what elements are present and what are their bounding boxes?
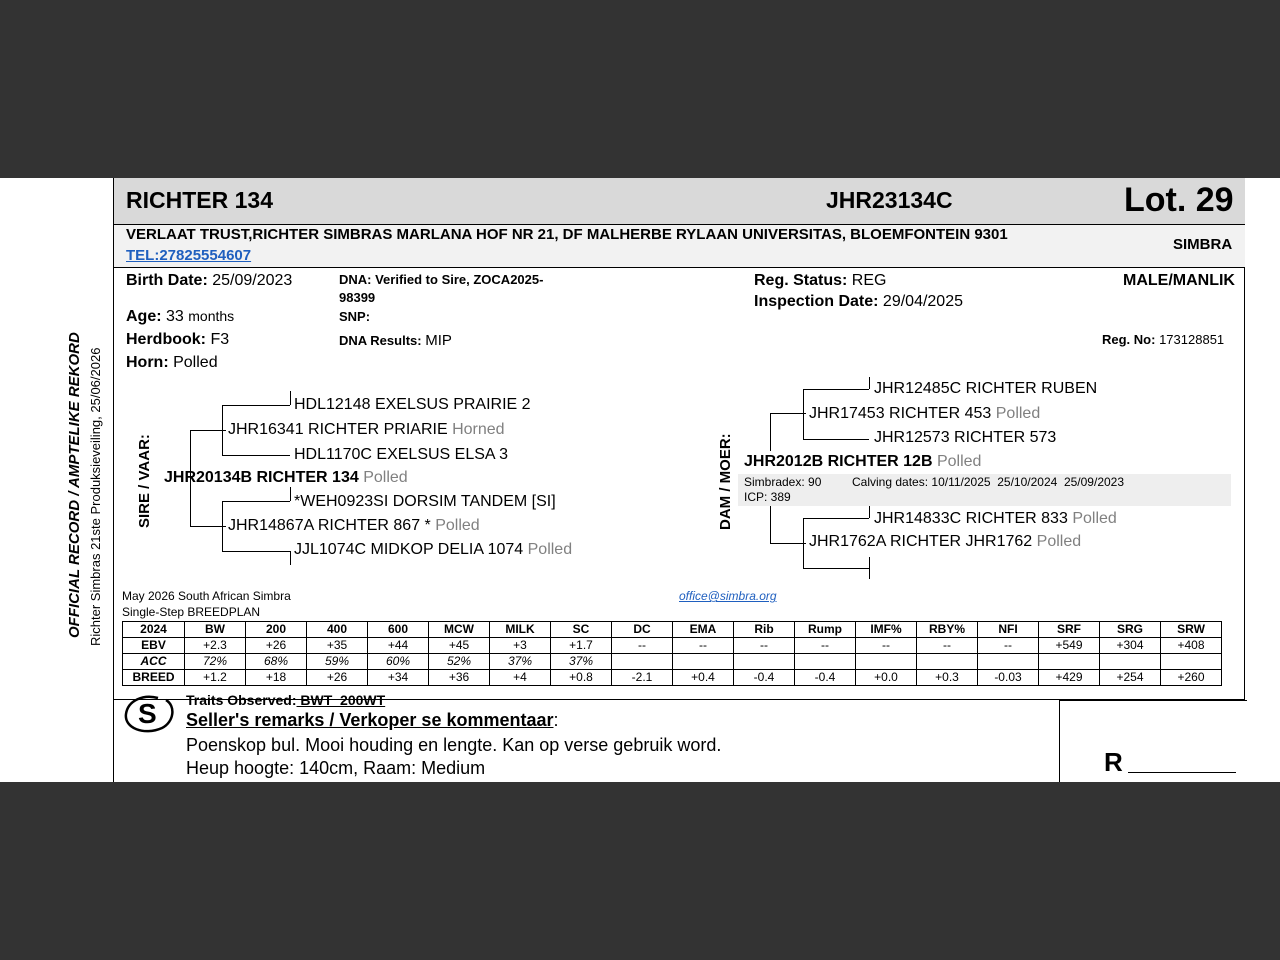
dna-results-label: DNA Results: <box>339 333 422 348</box>
ebv-cell: +0.0 <box>856 670 917 686</box>
dam-ggs2: JHR14833C RICHTER 833 <box>874 510 1068 527</box>
sire-tree-line <box>290 487 291 501</box>
animal-id: JHR23134C <box>826 187 953 213</box>
price-box <box>1059 700 1247 782</box>
dam-grandsire: JHR17453 RICHTER 453 <box>809 405 992 422</box>
dam-grandsire-row <box>809 405 1040 423</box>
ebv-cell <box>1100 654 1161 670</box>
ebv-cell: -- <box>978 638 1039 654</box>
dna-results-value: MIP <box>425 332 452 349</box>
ebv-header-cell: 600 <box>368 622 429 638</box>
sire-ggd2-row <box>294 541 572 559</box>
ebv-cell: +1.2 <box>185 670 246 686</box>
ebv-header-cell: 200 <box>246 622 307 638</box>
traits-row <box>186 692 385 708</box>
birth-date-row <box>126 272 292 290</box>
dam-icp: ICP: 389 <box>744 490 791 504</box>
dam-label: DAM / MOER: <box>717 433 734 530</box>
dam-granddam: JHR1762A RICHTER JHR1762 <box>809 533 1033 550</box>
dam-granddam-horn: Polled <box>1036 533 1082 550</box>
ebv-cell <box>795 654 856 670</box>
reg-status-value: REG <box>851 272 887 289</box>
herdbook-row <box>126 331 229 349</box>
dna-line-1: DNA: Verified to Sire, ZOCA2025- <box>339 272 544 287</box>
horn-row <box>126 354 218 372</box>
ebv-cell: 60% <box>368 654 429 670</box>
ebv-header-cell: MILK <box>490 622 551 638</box>
dam-tree-line <box>803 439 869 440</box>
ebv-header-cell: Rib <box>734 622 795 638</box>
ebv-row-label: ACC <box>123 654 185 670</box>
ebv-row-label: BREED <box>123 670 185 686</box>
seller-logo-icon <box>122 690 178 738</box>
dam-tree-line <box>803 568 869 569</box>
sire-tree-line <box>290 551 291 565</box>
dam-tree-line <box>803 389 804 439</box>
sire-ggd1: HDL1170C EXELSUS ELSA 3 <box>294 446 509 463</box>
dam-calving-dates: 10/11/2025 25/10/2024 25/09/2023 <box>931 475 1125 489</box>
ebv-header-cell: RBY% <box>917 622 978 638</box>
dam-name: JHR2012B RICHTER 12B <box>744 453 933 470</box>
ebv-header-cell: SRW <box>1161 622 1222 638</box>
lot-number: Lot. 29 <box>1124 181 1234 219</box>
ebv-cell: -2.1 <box>612 670 673 686</box>
ebv-cell: +3 <box>490 638 551 654</box>
breed-label: SIMBRA <box>1173 236 1233 253</box>
ebv-cell: +26 <box>246 638 307 654</box>
ebv-cell: +0.8 <box>551 670 612 686</box>
sire-granddam: JHR14867A RICHTER 867 * <box>228 517 431 534</box>
sire-ggd2: JJL1074C MIDKOP DELIA 1074 <box>294 541 524 558</box>
sire-ggs2: *WEH0923SI DORSIM TANDEM [SI] <box>294 493 556 510</box>
dam-tree-line <box>770 413 806 414</box>
ebv-cell: -0.03 <box>978 670 1039 686</box>
sire-tree-line <box>222 551 290 552</box>
ebv-cell: 37% <box>490 654 551 670</box>
ebv-cell: -- <box>673 638 734 654</box>
sex-label: MALE/MANLIK <box>1123 272 1235 289</box>
ebv-cell: -- <box>734 638 795 654</box>
sire-tree-line <box>222 405 223 455</box>
inspection-label: Inspection Date: <box>754 293 879 310</box>
auction-label: Richter Simbras 21ste Produksieveiling, 25/06/2026 <box>88 347 103 646</box>
ebv-cell: +1.7 <box>551 638 612 654</box>
price-currency: R <box>1104 747 1123 777</box>
sire-tree-line <box>222 405 290 406</box>
ebv-cell: +18 <box>246 670 307 686</box>
traits-label: Traits Observed: <box>186 692 297 708</box>
dam-horn: Polled <box>936 453 982 470</box>
birth-date-label: Birth Date: <box>126 272 208 289</box>
ebv-header-cell: SC <box>551 622 612 638</box>
dam-simbradex: Simbradex: 90 <box>744 475 822 489</box>
ebv-cell <box>978 654 1039 670</box>
ebv-row <box>123 670 1222 686</box>
sire-name: JHR20134B RICHTER 134 <box>164 469 359 486</box>
ebv-cell <box>612 654 673 670</box>
remarks-line-1: Poenskop bul. Mooi houding en lengte. Kan op verse gebruik word. <box>186 735 722 755</box>
sire-tree-line <box>190 430 226 431</box>
dam-tree-line <box>869 557 870 579</box>
ebv-cell: -- <box>917 638 978 654</box>
sire-horn: Polled <box>363 469 408 486</box>
dam-tree-line <box>803 518 869 519</box>
price-input-line[interactable] <box>1128 772 1236 773</box>
sire-ggs1: HDL12148 EXELSUS PRAIRIE 2 <box>294 396 531 413</box>
lot-sheet <box>0 178 1280 782</box>
ebv-cell <box>1161 654 1222 670</box>
ebv-header-cell: 2024 <box>123 622 185 638</box>
age-row <box>126 308 234 326</box>
dam-granddam-row <box>809 533 1081 551</box>
ebv-cell: +0.3 <box>917 670 978 686</box>
dam-calving-label: Calving dates: <box>852 475 929 489</box>
animal-name: RICHTER 134 <box>126 187 273 213</box>
ebv-header-cell: 400 <box>307 622 368 638</box>
ebv-cell: +0.4 <box>673 670 734 686</box>
ebv-cell: 37% <box>551 654 612 670</box>
ebv-cell: -- <box>612 638 673 654</box>
ebv-source-line-2: Single-Step BREEDPLAN <box>122 605 261 619</box>
lot-card <box>113 178 1246 782</box>
ebv-cell: +26 <box>307 670 368 686</box>
sire-grandsire-horn: Horned <box>452 421 505 438</box>
sire-ggd2-horn: Polled <box>527 541 573 558</box>
ebv-header-cell: EMA <box>673 622 734 638</box>
ebv-header-cell: IMF% <box>856 622 917 638</box>
remarks-line-2: Heup hoogte: 140cm, Raam: Medium <box>186 758 486 778</box>
sire-grandsire: JHR16341 RICHTER PRIARIE <box>228 421 448 438</box>
ebv-cell: 72% <box>185 654 246 670</box>
ebv-cell: +44 <box>368 638 429 654</box>
ebv-header-cell: BW <box>185 622 246 638</box>
ebv-cell: +45 <box>429 638 490 654</box>
birth-date-value: 25/09/2023 <box>212 272 293 289</box>
ebv-cell <box>856 654 917 670</box>
ebv-header-cell: SRG <box>1100 622 1161 638</box>
inspection-row <box>754 293 963 311</box>
sire-label: SIRE / VAAR: <box>136 434 153 528</box>
ebv-cell: +254 <box>1100 670 1161 686</box>
header-band <box>114 178 1245 225</box>
ebv-cell: -0.4 <box>795 670 856 686</box>
ebv-cell: +4 <box>490 670 551 686</box>
ebv-cell: +408 <box>1161 638 1222 654</box>
sire-tree-line <box>222 501 290 502</box>
ebv-cell <box>917 654 978 670</box>
sire-tree-line <box>290 391 291 405</box>
age-unit: months <box>188 308 235 324</box>
ebv-cell: +304 <box>1100 638 1161 654</box>
ebv-cell: +34 <box>368 670 429 686</box>
owner-address: VERLAAT TRUST,RICHTER SIMBRAS MARLANA HOF NR 21, DF MALHERBE RYLAAN UNIVERSITAS, BLOEMFONTEIN 9301 <box>126 226 1008 243</box>
ebv-cell: 68% <box>246 654 307 670</box>
ebv-cell: +2.3 <box>185 638 246 654</box>
dna-line-2: 98399 <box>339 290 376 305</box>
ebv-header-cell: Rump <box>795 622 856 638</box>
remarks-title-row <box>186 710 559 731</box>
ebv-header-cell: NFI <box>978 622 1039 638</box>
age-value: 33 <box>166 308 184 325</box>
ebv-cell: -- <box>856 638 917 654</box>
dam-tree-line <box>770 506 771 544</box>
snp-label: SNP: <box>339 309 371 324</box>
reg-no-value: 173128851 <box>1159 332 1225 347</box>
reg-no-label: Reg. No: <box>1102 332 1156 347</box>
dam-ggs1: JHR12485C RICHTER RUBEN <box>874 380 1098 397</box>
ebv-header-cell: DC <box>612 622 673 638</box>
dam-ggd1: JHR12573 RICHTER 573 <box>874 429 1057 446</box>
inspection-value: 29/04/2025 <box>882 293 963 310</box>
sire-granddam-row <box>228 517 480 535</box>
ebv-cell: -0.4 <box>734 670 795 686</box>
official-record-label: OFFICIAL RECORD / AMPTELIKE REKORD <box>66 332 83 638</box>
dam-grandsire-horn: Polled <box>995 405 1041 422</box>
sire-tree-line <box>190 526 226 527</box>
dam-tree-line <box>803 389 869 390</box>
email-link[interactable]: office@simbra.org <box>679 589 777 603</box>
reg-no-row <box>1102 332 1224 347</box>
sire-row <box>164 469 408 487</box>
ebv-cell: +260 <box>1161 670 1222 686</box>
sire-granddam-horn: Polled <box>435 517 480 534</box>
owner-band <box>114 225 1245 268</box>
sire-tree-line <box>222 501 223 551</box>
ebv-row-label: EBV <box>123 638 185 654</box>
dam-row <box>744 453 981 471</box>
dam-ggs2-row <box>874 510 1117 528</box>
reg-status-row <box>754 272 886 290</box>
dam-calving-row <box>852 475 1124 489</box>
ebv-cell: -- <box>795 638 856 654</box>
dam-tree-line <box>869 506 870 518</box>
ebv-source-line-1: May 2026 South African Simbra <box>122 589 291 603</box>
sire-tree-line <box>222 455 290 456</box>
horn-value: Polled <box>173 354 218 371</box>
ebv-cell <box>673 654 734 670</box>
remarks-title-colon: : <box>553 710 559 730</box>
ebv-cell: +429 <box>1039 670 1100 686</box>
age-label: Age: <box>126 308 162 325</box>
horn-label: Horn: <box>126 354 169 371</box>
ebv-cell: +549 <box>1039 638 1100 654</box>
seller-logo-letter: S <box>138 698 157 729</box>
traits-value: BWT 200WT <box>296 692 386 708</box>
sire-grandsire-row <box>228 421 505 439</box>
herdbook-value: F3 <box>210 331 230 348</box>
dam-tree-line <box>803 518 804 568</box>
dam-tree-line <box>869 377 870 389</box>
remarks-title: Seller's remarks / Verkoper se kommentaar <box>186 710 554 730</box>
dam-ggs2-horn: Polled <box>1072 510 1117 527</box>
ebv-cell: 59% <box>307 654 368 670</box>
ebv-cell: +35 <box>307 638 368 654</box>
ebv-cell <box>1039 654 1100 670</box>
reg-status-label: Reg. Status: <box>754 272 848 289</box>
dna-results-row <box>339 332 452 349</box>
dam-tree-line <box>770 543 806 544</box>
ebv-cell: +36 <box>429 670 490 686</box>
ebv-cell <box>734 654 795 670</box>
ebv-cell: 52% <box>429 654 490 670</box>
owner-tel-link[interactable]: TEL:27825554607 <box>126 247 252 264</box>
ebv-header-row <box>123 622 1222 638</box>
ebv-row <box>123 654 1222 670</box>
herdbook-label: Herdbook: <box>126 331 206 348</box>
dam-tree-line <box>770 413 771 451</box>
ebv-header-cell: MCW <box>429 622 490 638</box>
ebv-row <box>123 638 1222 654</box>
ebv-table <box>122 621 1222 686</box>
ebv-header-cell: SRF <box>1039 622 1100 638</box>
